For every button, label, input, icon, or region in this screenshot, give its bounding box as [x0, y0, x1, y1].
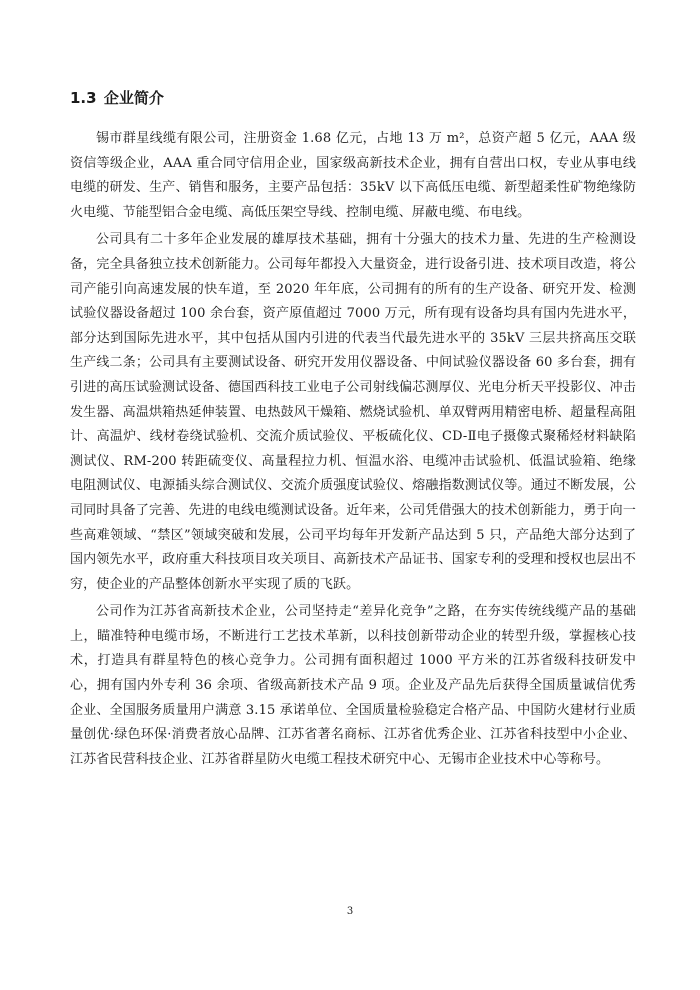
paragraph-technical-strength: 公司具有二十多年企业发展的雄厚技术基础，拥有十分强大的技术力量、先进的生产检测设备，完全具备独立技术创新能力。公司每年都投入大量资金，进行设备引进、技术项目改造，将公司产能引向高速发展的快车道，至 2020 年年底，公司拥有的所有的生产设备、研究开发、检测试验仪器设备超过 100 余台套，资产原值超过 7000 万元，所有现有设备均具有国内先进水平，部分达到国际先进水平，其中包括从国内引进的代表当代最先进水平的 35kV 三层共挤高压交联生产线二条；公司具有主要测试设备、研究开发用仪器设备、中间试验仪器设备 60 多台套，拥有引进的高压试验测试设备、德国西科技工业电子公司射线偏芯测厚仪、光电分析天平投影仪、冲击发生器、高温烘箱热延伸装置、电热鼓风干燥箱、燃烧试验机、单双臂两用精密电桥、超量程高阻计、高温炉、线材卷绕试验机、交流介质试验仪、平板硫化仪、CD-Ⅱ电子摄像式聚稀烃材料缺陷测试仪、RM-200 转距硫变仪、高量程拉力机、恒温水浴、电缆冲击试验机、低温试验箱、绝缘电阻测试仪、电源插头综合测试仪、交流介质强度试验仪、熔融指数测试仪等。通过不断发展，公司同时具备了完善、先进的电线电缆测试设备。近年来，公司凭借强大的技术创新能力，勇于向一些高难领域、“禁区”领域突破和发展，公司平均每年开发新产品达到 5 只，产品绝大部分达到了国内领先水平，政府重大科技项目攻关项目、高新技术产品证书、国家专利的受理和授权也层出不穷，使企业的产品整体创新水平实现了质的飞跃。 [70, 232, 636, 592]
section-title: 企业简介 [103, 89, 164, 107]
section-number: 1.3 [70, 89, 97, 107]
page-number: 3 [346, 906, 354, 917]
paragraph-honors: 公司作为江苏省高新技术企业，公司坚持走“差异化竞争”之路，在夯实传统线缆产品的基础上，瞄准特种电缆市场，不断进行工艺技术革新，以科技创新带动企业的转型升级，掌握核心技术，打造具有群星特色的核心竞争力。公司拥有面积超过 1000 平方米的江苏省级科技研发中心，拥有国内外专利 36 余项、省级高新技术产品 9 项。企业及产品先后获得全国质量诚信优秀企业、全国服务质量用户满意 3.15 承诺单位、全国质量检验稳定合格产品、中国防火建材行业质量创优·绿色环保·消费者放心品牌、江苏省著名商标、江苏省优秀企业、江苏省科技型中小企业、江苏省民营科技企业、江苏省群星防火电缆工程技术研究中心、无锡市企业技术中心等称号。 [70, 604, 636, 767]
body-text [70, 127, 636, 772]
paragraph-company-overview: 锡市群星线缆有限公司，注册资金 1.68 亿元，占地 13 万 m²，总资产超 5 亿元，AAA 级资信等级企业，AAA 重合同守信用企业，国家级高新技术企业，拥有自营出口权，专业从事电线电缆的研发、生产、销售和服务，主要产品包括：35kV 以下高低压电缆、新型超柔性矿物绝缘防火电缆、节能型铝合金电缆、高低压架空导线、控制电缆、屏蔽电缆、布电线。 [70, 131, 636, 220]
section-heading [70, 88, 164, 108]
